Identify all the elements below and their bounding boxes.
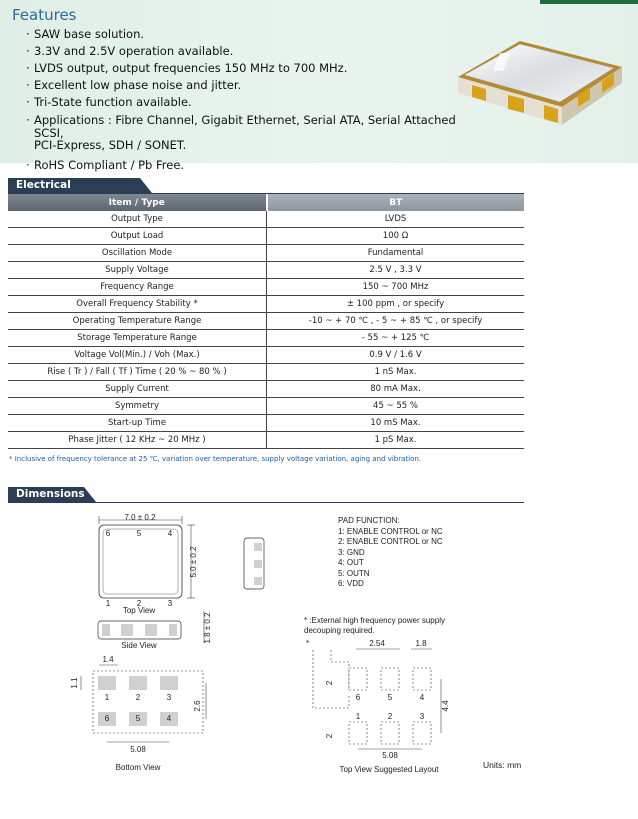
bottom-pin-4: 4 (166, 714, 172, 723)
pad-function-title: PAD FUNCTION: (338, 516, 400, 525)
bottom-pad-width-dim: 1.4 (102, 655, 114, 664)
top-pin-6: 6 (105, 529, 111, 538)
feature-item: · LVDS output, output frequencies 150 MHz to 700 MHz. (26, 60, 466, 77)
layout-bottom-pitch-dim: 5.08 (382, 751, 398, 760)
feature-applications-line2: PCI-Express, SDH / SONET. (34, 138, 187, 152)
bottom-pin-3: 3 (166, 693, 172, 702)
layout-pin-3: 3 (419, 712, 425, 721)
feature-item: · SAW base solution. (26, 26, 466, 43)
feature-applications-line1: Applications : Fibre Channel, Gigabit Ethernet, Serial ATA, Serial Attached SCSI, (34, 113, 456, 140)
pad-function-1: 1: ENABLE CONTROL or NC (338, 526, 443, 536)
table-row (8, 228, 524, 245)
bottom-pin-2: 2 (135, 693, 141, 702)
layout-pin-2: 2 (387, 712, 393, 721)
bottom-view-label: Bottom View (115, 763, 161, 772)
spec-footnote: * Inclusive of frequency tolerance at 25 ℃, variation over temperature, supply voltage variation, aging and vibration. (9, 455, 422, 463)
units-label: Units: mm (483, 760, 522, 770)
bottom-pin-1: 1 (104, 693, 110, 702)
top-pin-5: 5 (136, 529, 142, 538)
spec-value-cell: 100 Ω (267, 228, 525, 245)
side-view-label: Side View (121, 641, 157, 650)
spec-table-body (8, 211, 524, 449)
spec-item-cell: Supply Current (8, 381, 267, 398)
spec-item-cell: Voltage Vol(Min.) / Voh (Max.) (8, 347, 267, 364)
bottom-pad-height-dim: 1.1 (70, 677, 79, 689)
top-height-dim: 5.0 ± 0.2 (189, 546, 198, 578)
spec-value-cell: 45 ~ 55 % (267, 398, 525, 415)
pad-function-2: 2: ENABLE CONTROL or NC (338, 537, 443, 546)
spec-item-cell: Storage Temperature Range (8, 330, 267, 347)
spec-value-cell: 1 pS Max. (267, 432, 525, 449)
features-list (26, 26, 466, 174)
spec-item-cell: Operating Temperature Range (8, 313, 267, 330)
layout-span-dim: 4.4 (441, 700, 450, 712)
top-pin-1: 1 (105, 599, 111, 608)
spec-value-cell: LVDS (267, 211, 525, 228)
spec-item-cell: Output Load (8, 228, 267, 245)
decoupling-note: * :External high frequency power supply decouping required. (304, 616, 445, 635)
spec-value-cell: ± 100 ppm , or specify (267, 296, 525, 313)
spec-value-cell: 10 mS Max. (267, 415, 525, 432)
electrical-specs-heading-label: Electrical (16, 179, 71, 191)
top-pin-3: 3 (167, 599, 173, 608)
spec-value-cell: 0.9 V / 1.6 V (267, 347, 525, 364)
spec-item-cell: Symmetry (8, 398, 267, 415)
spec-value-cell: 1 nS Max. (267, 364, 525, 381)
top-view-drawing (99, 513, 198, 615)
spec-item-cell: Frequency Range (8, 279, 267, 296)
oscillator-package-image (450, 25, 630, 145)
spec-item-cell: Start-up Time (8, 415, 267, 432)
table-row (8, 364, 524, 381)
table-row (8, 432, 524, 449)
spec-item-cell: Phase Jitter ( 12 KHz ~ 20 MHz ) (8, 432, 267, 449)
spec-value-cell: 150 ~ 700 MHz (267, 279, 525, 296)
table-row (8, 415, 524, 432)
table-row (8, 211, 524, 228)
spec-value-cell: 80 mA Max. (267, 381, 525, 398)
side-view-drawing (98, 611, 212, 650)
suggested-layout-label: Top View Suggested Layout (339, 765, 439, 774)
electrical-specs-heading (8, 178, 140, 193)
feature-item: · RoHS Compliant / Pb Free. (26, 157, 466, 174)
electrical-specs-table (8, 194, 524, 449)
spec-value-cell: Fundamental (267, 245, 525, 262)
bottom-pin-6: 6 (104, 714, 110, 723)
spec-table-header-row (8, 194, 524, 211)
spec-item-cell: Supply Voltage (8, 262, 267, 279)
table-row (8, 330, 524, 347)
bottom-span-dim: 2.6 (193, 700, 202, 712)
bottom-pitch-dim: 5.08 (130, 745, 146, 754)
spec-header-type: BT (267, 194, 525, 211)
pad-function-block (338, 516, 443, 590)
layout-pin-4: 4 (419, 693, 425, 702)
table-row (8, 296, 524, 313)
spec-item-cell: Overall Frequency Stability * (8, 296, 267, 313)
feature-item: · Tri-State function available. (26, 94, 466, 111)
side-height-dim: 1.8 ± 0.2 (203, 612, 212, 644)
spec-value-cell: - 55 ~ + 125 ℃ (267, 330, 525, 347)
layout-pad-width-dim: 1.8 (415, 639, 427, 648)
pad-function-5: 5: OUTN (338, 568, 370, 578)
top-pin-4: 4 (167, 529, 173, 538)
table-row (8, 262, 524, 279)
features-title: Features (12, 6, 77, 24)
layout-pitch-dim: 2.54 (369, 639, 385, 648)
pad-function-6: 6: VDD (338, 579, 364, 588)
layout-pad-height-dim: 2 (325, 680, 334, 686)
layout-pad-height-dim-2: 2 (325, 733, 334, 739)
feature-item: · 3.3V and 2.5V operation available. (26, 43, 466, 60)
suggested-layout-drawing (306, 639, 450, 774)
spec-value-cell: -10 ~ + 70 ℃ , - 5 ~ + 85 ℃ , or specify (267, 313, 525, 330)
table-row (8, 279, 524, 296)
pad-function-4: 4: OUT (338, 558, 364, 567)
table-row (8, 381, 524, 398)
layout-pin-5: 5 (387, 693, 393, 702)
top-pin-2: 2 (136, 599, 142, 608)
end-view-drawing (244, 538, 264, 589)
top-view-label: Top View (122, 606, 156, 615)
layout-pin-6: 6 (355, 693, 361, 702)
pad-function-3: 3: GND (338, 547, 365, 557)
corner-strip (540, 0, 638, 4)
feature-item: · Excellent low phase noise and jitter. (26, 77, 466, 94)
feature-item-applications (26, 114, 466, 152)
spec-header-item: Item / Type (8, 194, 267, 211)
layout-star: * (306, 639, 310, 648)
spec-item-cell: Oscillation Mode (8, 245, 267, 262)
dimensions-heading (8, 487, 84, 502)
top-width-dim: 7.0 ± 0.2 (124, 513, 156, 522)
table-row (8, 347, 524, 364)
spec-value-cell: 2.5 V , 3.3 V (267, 262, 525, 279)
dimensions-drawing (0, 508, 638, 808)
table-row (8, 313, 524, 330)
dimensions-rule (8, 502, 524, 503)
spec-item-cell: Output Type (8, 211, 267, 228)
dimensions-heading-label: Dimensions (16, 488, 85, 500)
bottom-view-drawing (70, 655, 206, 772)
table-row (8, 398, 524, 415)
bottom-pin-5: 5 (135, 714, 141, 723)
table-row (8, 245, 524, 262)
layout-pin-1: 1 (355, 712, 361, 721)
spec-item-cell: Rise ( Tr ) / Fall ( Tf ) Time ( 20 % ~ 80 % ) (8, 364, 267, 381)
